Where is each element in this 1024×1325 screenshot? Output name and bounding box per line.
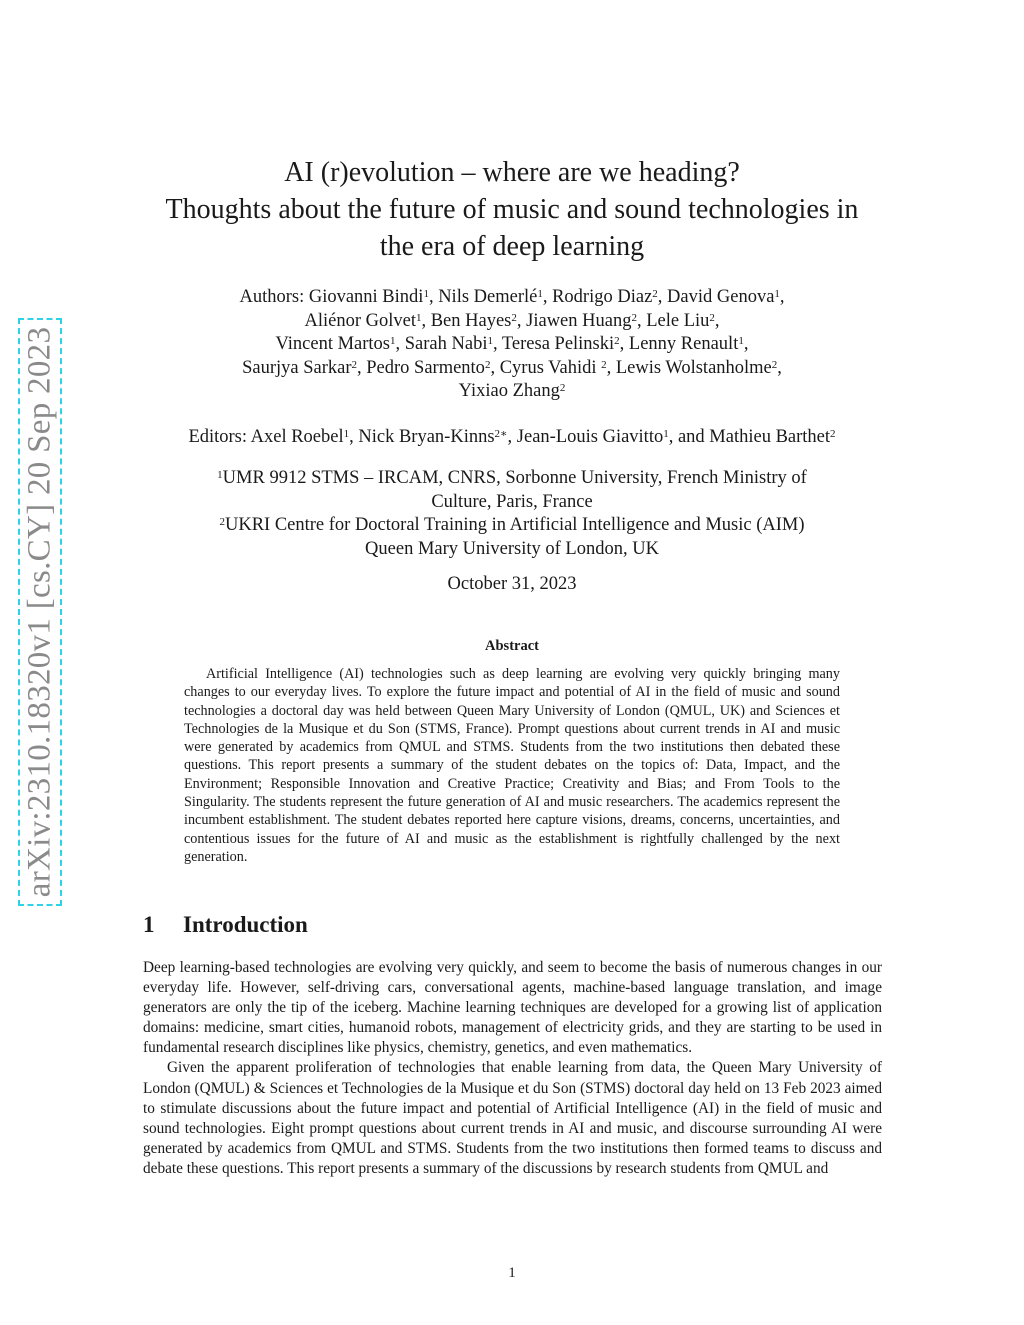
- paper-title: [0, 154, 1024, 265]
- author-affiliation-marker: 1: [423, 288, 429, 300]
- author-name: ,: [777, 357, 782, 378]
- author-name: , Cyrus Vahidi: [490, 357, 602, 378]
- author-name: ,: [779, 287, 785, 307]
- editor-affiliation-marker: 1: [663, 428, 669, 440]
- author-name: , Jiawen Huang: [516, 310, 632, 331]
- intro-paragraph-1: Deep learning-based technologies are evolving very quickly, and seem to become the basis of numerous changes in our everyday life. However, self-driving cars, conversational agents, machine-based language translation, and image generators are only the tip of the iceberg. Machine learning techniques are developed for a growing list of application domains: medicine, smart cities, humanoid robots, management of electricity grids, and they are starting to be used in fundamental research disciplines like physics, chemistry, genetics, and even mathematics.: [143, 959, 882, 1057]
- author-name: , Sarah Nabi: [395, 334, 488, 354]
- author-affiliation-marker: 2: [511, 311, 517, 324]
- author-list: [0, 286, 1024, 404]
- affiliation-1-line-1: [0, 467, 1024, 491]
- author-affiliation-marker: 2: [484, 358, 491, 371]
- author-affiliation-marker: 1: [390, 335, 396, 347]
- introduction-body: [143, 958, 882, 1179]
- affiliation-2-line-2: Queen Mary University of London, UK: [365, 538, 659, 559]
- author-name: ,: [714, 310, 720, 331]
- author-affiliation-marker: 2: [652, 288, 658, 300]
- affiliation-2-marker: 2: [219, 516, 225, 528]
- author-affiliation-marker: 1: [537, 288, 543, 300]
- author-affiliation-marker: 2: [601, 358, 607, 371]
- affiliations: [0, 467, 1024, 561]
- author-name: , Lewis Wolstanholme: [606, 357, 772, 378]
- arxiv-id-text: arXiv:2310.18320v1 [cs.CY] 20 Sep 2023: [21, 326, 58, 898]
- author-name: , Ben Hayes: [421, 310, 512, 331]
- author-name: , Pedro Sarmento: [357, 357, 485, 378]
- author-name: , Teresa Pelinski: [492, 334, 615, 354]
- author-name: , Lele Liu: [636, 310, 710, 331]
- author-affiliation-marker: 1: [415, 311, 422, 324]
- author-name: , Nils Demerlé: [428, 287, 538, 307]
- author-affiliation-marker: 2: [351, 358, 357, 371]
- author-affiliation-marker: 2: [631, 311, 637, 324]
- section-number: 1: [143, 912, 155, 937]
- author-affiliation-marker: 1: [487, 335, 493, 347]
- author-line: [0, 333, 1024, 357]
- author-affiliation-marker: 2: [771, 358, 778, 371]
- editor-name: , Jean-Louis Giavitto: [507, 427, 664, 447]
- author-affiliation-marker: 2: [614, 335, 620, 347]
- author-affiliation-marker: 1: [738, 335, 744, 347]
- editor-name: , and Mathieu Barthet: [668, 427, 831, 447]
- affiliation-1-marker: 1: [217, 469, 223, 481]
- author-line: [0, 357, 1024, 381]
- affiliation-1-text: UMR 9912 STMS – IRCAM, CNRS, Sorbonne University, French Ministry of: [222, 468, 807, 488]
- author-name: ,: [743, 334, 749, 354]
- editor-name: , Nick Bryan-Kinns: [349, 427, 495, 447]
- title-line-3: the era of deep learning: [379, 231, 645, 262]
- author-line: [0, 380, 1024, 404]
- section-heading-introduction: [143, 912, 308, 938]
- affiliation-2-line-1: [0, 514, 1024, 538]
- editor-affiliation-marker: 2∗: [494, 428, 508, 440]
- author-name: Vincent Martos: [275, 334, 391, 354]
- title-line-2: Thoughts about the future of music and sound technologies in: [165, 194, 859, 225]
- author-line: [0, 286, 1024, 310]
- editor-list: [0, 426, 1024, 450]
- publication-date: October 31, 2023: [447, 574, 577, 594]
- editor-affiliation-marker: 2: [830, 428, 836, 440]
- author-name: Authors: Giovanni Bindi: [239, 287, 424, 307]
- author-name: Aliénor Golvet: [304, 310, 416, 331]
- editor-name: Editors: Axel Roebel: [188, 427, 344, 447]
- editor-affiliation-marker: 1: [343, 428, 350, 440]
- author-name: , Rodrigo Diaz: [542, 287, 653, 307]
- page-number: 1: [508, 1265, 516, 1281]
- title-line-1: AI (r)evolution – where are we heading?: [284, 157, 740, 188]
- author-line: [0, 310, 1024, 334]
- abstract-heading: Abstract: [485, 638, 539, 654]
- author-name: Yixiao Zhang: [458, 381, 560, 401]
- author-affiliation-marker: 2: [559, 382, 566, 394]
- author-affiliation-marker: 2: [709, 311, 715, 324]
- author-name: , Lenny Renault: [619, 334, 739, 354]
- intro-paragraph-2: Given the apparent proliferation of technologies that enable learning from data, the Queen Mary University of London (QMUL) & Sciences et Technologies de la Musique et du Son (STMS) doctoral day held on 13 Feb 2023 aimed to stimulate discussions about the future impact and potential of Artificial Intelligence (AI) in the field of music and sound technologies. Eight prompt questions about current trends in AI and music, and discourse surrounding AI were generated by academics from QMUL and STMS. Students from the two institutions then formed teams to discuss and debate these questions. This report presents a summary of the discussions by research students from QMUL and: [143, 1059, 882, 1177]
- affiliation-2-text: UKRI Centre for Doctoral Training in Artificial Intelligence and Music (AIM): [224, 515, 805, 535]
- author-name: Saurjya Sarkar: [242, 357, 352, 378]
- author-affiliation-marker: 1: [774, 288, 780, 300]
- section-title: Introduction: [183, 912, 308, 937]
- affiliation-1-line-2: Culture, Paris, France: [431, 491, 593, 512]
- author-name: , David Genova: [657, 287, 775, 307]
- abstract-text: Artificial Intelligence (AI) technologies such as deep learning are evolving very quickly bringing many changes to our everyday lives. To explore the future impact and potential of AI in the field of music and sound technologies a doctoral day was held between Queen Mary University of London (QMUL, UK) and Sciences et Technologies de la Musique et du Son (STMS, France). Prompt questions about current trends in AI and music were generated by academics from QMUL and STMS. Students from the two institutions then debated these questions. This report presents a summary of the student debates on the topics of: Data, Impact, and the Environment; Responsible Innovation and Creative Practice; Creativity and Bias; and From Tools to the Singularity. The students represent the future generation of AI and music researchers. The academics represent the incumbent establishment. The student debates reported here capture visions, dreams, concerns, uncertainties, and contentious issues for the future of AI and music as the establishment is rightfully challenged by the next generation.: [184, 666, 840, 865]
- arxiv-identifier-stamp: [18, 318, 62, 906]
